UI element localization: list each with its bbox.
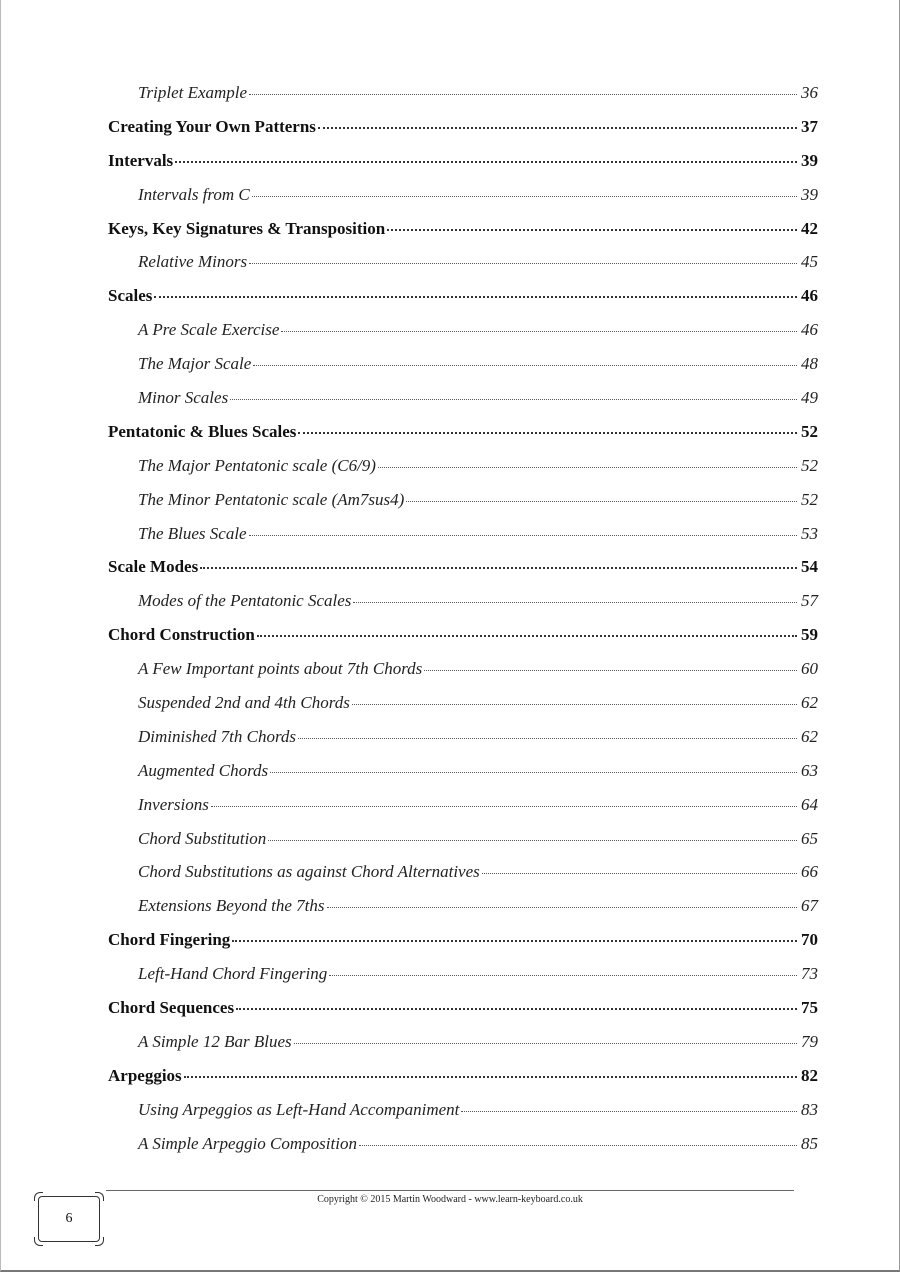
badge-ornament bbox=[34, 1237, 43, 1246]
dot-leader bbox=[281, 330, 797, 332]
toc-entry-title: Chord Substitutions as against Chord Alternatives bbox=[138, 862, 480, 882]
dot-leader bbox=[298, 431, 797, 434]
dot-leader bbox=[249, 93, 797, 95]
toc-entry-page: 64 bbox=[801, 794, 818, 814]
toc-chapter-entry[interactable] bbox=[108, 550, 818, 584]
dot-leader bbox=[327, 906, 798, 908]
toc-section-entry[interactable] bbox=[108, 483, 818, 517]
toc-entry-title: Using Arpeggios as Left-Hand Accompaniment bbox=[138, 1099, 460, 1119]
dot-leader bbox=[154, 295, 797, 298]
toc-entry-page: 60 bbox=[801, 659, 818, 679]
toc-entry-page: 42 bbox=[801, 218, 818, 238]
toc-section-entry[interactable] bbox=[108, 652, 818, 686]
toc-entry-title: A Simple Arpeggio Composition bbox=[138, 1133, 357, 1153]
badge-ornament bbox=[95, 1192, 104, 1201]
dot-leader bbox=[298, 737, 797, 739]
toc-entry-page: 48 bbox=[801, 354, 818, 374]
toc-section-entry[interactable] bbox=[108, 720, 818, 754]
toc-entry-title: Chord Construction bbox=[108, 625, 255, 645]
dot-leader bbox=[406, 500, 797, 502]
toc-entry-page: 53 bbox=[801, 523, 818, 543]
toc-entry-title: Scales bbox=[108, 286, 153, 306]
toc-section-entry[interactable] bbox=[108, 822, 818, 856]
toc-chapter-entry[interactable] bbox=[108, 991, 818, 1025]
toc-entry-title: The Minor Pentatonic scale (Am7sus4) bbox=[138, 489, 405, 509]
toc-entry-title: Pentatonic & Blues Scales bbox=[108, 421, 297, 441]
toc-section-entry[interactable] bbox=[108, 449, 818, 483]
dot-leader bbox=[353, 601, 797, 603]
toc-entry-title: The Major Pentatonic scale (C6/9) bbox=[138, 455, 376, 475]
toc-chapter-entry[interactable] bbox=[108, 144, 818, 178]
toc-entry-title: Scale Modes bbox=[108, 557, 199, 577]
toc-entry-title: A Few Important points about 7th Chords bbox=[138, 659, 423, 679]
toc-entry-page: 59 bbox=[801, 625, 818, 645]
dot-leader bbox=[352, 703, 797, 705]
toc-section-entry[interactable] bbox=[108, 889, 818, 923]
toc-entry-title: Triplet Example bbox=[138, 83, 248, 102]
badge-ornament bbox=[34, 1192, 43, 1201]
toc-entry-page: 73 bbox=[801, 964, 818, 984]
dot-leader bbox=[329, 974, 797, 976]
dot-leader bbox=[232, 939, 797, 942]
toc-entry-title: Keys, Key Signatures & Transposition bbox=[108, 218, 386, 238]
toc-entry-page: 63 bbox=[801, 760, 818, 780]
toc-entry-page: 57 bbox=[801, 591, 818, 611]
dot-leader bbox=[424, 669, 797, 671]
toc-entry-page: 79 bbox=[801, 1031, 818, 1051]
toc-chapter-entry[interactable] bbox=[108, 1059, 818, 1093]
toc-chapter-entry[interactable] bbox=[108, 415, 818, 449]
toc-section-entry[interactable] bbox=[108, 245, 818, 279]
toc-entry-title: Modes of the Pentatonic Scales bbox=[138, 591, 352, 611]
table-of-contents bbox=[108, 76, 818, 1161]
toc-entry-page: 67 bbox=[801, 896, 818, 916]
toc-entry-page: 75 bbox=[801, 998, 818, 1018]
dot-leader bbox=[200, 566, 797, 569]
dot-leader bbox=[294, 1042, 797, 1044]
toc-chapter-entry[interactable] bbox=[108, 212, 818, 246]
dot-leader bbox=[175, 160, 797, 163]
toc-section-entry[interactable] bbox=[108, 754, 818, 788]
toc-entry-title: A Simple 12 Bar Blues bbox=[138, 1031, 292, 1051]
dot-leader bbox=[378, 466, 797, 468]
dot-leader bbox=[253, 364, 797, 366]
toc-entry-title: Intervals bbox=[108, 150, 174, 170]
dot-leader bbox=[387, 228, 797, 231]
page-number-badge bbox=[38, 1196, 100, 1242]
toc-entry-title: Intervals from C bbox=[138, 184, 250, 204]
dot-leader bbox=[270, 771, 797, 773]
toc-section-entry[interactable] bbox=[108, 957, 818, 991]
dot-leader bbox=[249, 262, 797, 264]
toc-entry-page: 62 bbox=[801, 693, 818, 713]
toc-section-entry[interactable] bbox=[108, 313, 818, 347]
toc-entry-title: Chord Sequences bbox=[108, 998, 235, 1018]
dot-leader bbox=[482, 872, 797, 874]
toc-entry-page: 82 bbox=[801, 1065, 818, 1085]
dot-leader bbox=[268, 839, 797, 841]
toc-entry-title: Chord Substitution bbox=[138, 828, 267, 848]
toc-section-entry[interactable] bbox=[108, 788, 818, 822]
toc-entry-title: Suspended 2nd and 4th Chords bbox=[138, 693, 350, 713]
toc-section-entry[interactable] bbox=[108, 381, 818, 415]
toc-entry-title: The Major Scale bbox=[138, 354, 252, 374]
toc-entry-page: 39 bbox=[801, 150, 818, 170]
toc-entry-page: 49 bbox=[801, 388, 818, 408]
toc-entry-page: 52 bbox=[801, 489, 818, 509]
toc-section-entry[interactable] bbox=[108, 686, 818, 720]
toc-section-entry[interactable] bbox=[108, 517, 818, 551]
toc-entry-title: A Pre Scale Exercise bbox=[138, 320, 280, 340]
dot-leader bbox=[236, 1007, 797, 1010]
toc-chapter-entry[interactable] bbox=[108, 279, 818, 313]
dot-leader bbox=[184, 1075, 797, 1078]
toc-entry-title: Relative Minors bbox=[138, 252, 248, 272]
toc-entry-page: 37 bbox=[801, 116, 818, 136]
dot-leader bbox=[249, 534, 797, 536]
toc-entry-title: The Blues Scale bbox=[138, 523, 247, 543]
toc-entry-page: 39 bbox=[801, 184, 818, 204]
toc-entry-page: 45 bbox=[801, 252, 818, 272]
toc-entry-title: Diminished 7th Chords bbox=[138, 726, 297, 746]
dot-leader bbox=[230, 398, 797, 400]
toc-entry-page: 66 bbox=[801, 862, 818, 882]
toc-section-entry[interactable] bbox=[108, 178, 818, 212]
dot-leader bbox=[318, 126, 797, 129]
toc-section-entry[interactable] bbox=[108, 855, 818, 889]
dot-leader bbox=[359, 1144, 797, 1146]
toc-entry-title: Creating Your Own Patterns bbox=[108, 116, 316, 136]
toc-entry-page: 52 bbox=[801, 421, 818, 441]
page-number: 6 bbox=[65, 1211, 73, 1226]
toc-section-entry[interactable] bbox=[108, 1025, 818, 1059]
toc-chapter-entry[interactable] bbox=[108, 923, 818, 957]
toc-entry-title: Extensions Beyond the 7ths bbox=[138, 896, 325, 916]
toc-section-entry[interactable] bbox=[108, 1127, 818, 1161]
footer-divider bbox=[106, 1190, 794, 1191]
toc-entry-page: 36 bbox=[801, 83, 818, 102]
toc-entry-page: 65 bbox=[801, 828, 818, 848]
toc-section-entry[interactable] bbox=[108, 76, 818, 110]
toc-entry-page: 83 bbox=[801, 1099, 818, 1119]
toc-entry-page: 62 bbox=[801, 726, 818, 746]
toc-entry-page: 52 bbox=[801, 455, 818, 475]
toc-entry-title: Left-Hand Chord Fingering bbox=[138, 964, 328, 984]
dot-leader bbox=[252, 195, 797, 197]
toc-entry-page: 85 bbox=[801, 1133, 818, 1153]
toc-entry-page: 46 bbox=[801, 320, 818, 340]
footer-copyright: Copyright © 2015 Martin Woodward - www.learn-keyboard.co.uk bbox=[317, 1194, 583, 1205]
toc-entry-page: 70 bbox=[801, 930, 818, 950]
toc-entry-title: Minor Scales bbox=[138, 388, 229, 408]
toc-entry-title: Arpeggios bbox=[108, 1065, 182, 1085]
dot-leader bbox=[211, 805, 797, 807]
toc-entry-page: 54 bbox=[801, 557, 818, 577]
dot-leader bbox=[257, 634, 797, 637]
toc-entry-page: 46 bbox=[801, 286, 818, 306]
dot-leader bbox=[461, 1110, 797, 1112]
toc-chapter-entry[interactable] bbox=[108, 110, 818, 144]
toc-entry-title: Chord Fingering bbox=[108, 930, 231, 950]
toc-chapter-entry[interactable] bbox=[108, 618, 818, 652]
toc-section-entry[interactable] bbox=[108, 347, 818, 381]
toc-entry-title: Inversions bbox=[138, 794, 209, 814]
toc-section-entry[interactable] bbox=[108, 1093, 818, 1127]
toc-section-entry[interactable] bbox=[108, 584, 818, 618]
toc-entry-title: Augmented Chords bbox=[138, 760, 269, 780]
